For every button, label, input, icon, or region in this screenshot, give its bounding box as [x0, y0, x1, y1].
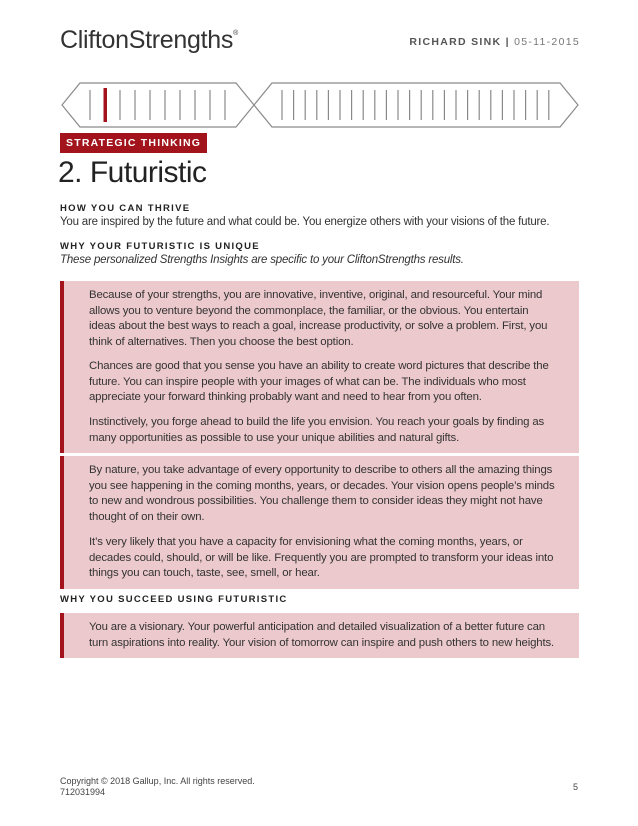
strip-tick: [179, 90, 180, 120]
report-owner: [409, 36, 580, 48]
cliftonstrengths-logo: [60, 26, 238, 55]
copyright-text: Copyright © 2018 Gallup, Inc. All rights reserved.: [60, 776, 255, 786]
strip-tick: [502, 90, 503, 120]
document-code: 712031994: [60, 787, 106, 797]
insight-box: Because of your strengths, you are innovative, inventive, original, and resourceful. Your mind allows you to venture beyond the commonplace, the familiar, or the obvious. You entertain ideas about the best ways to reach a goal, increase productivity, or solve a problem. First, you think of alternatives. Then you choose the best option.: [60, 281, 579, 357]
unique-heading: WHY YOUR FUTURISTIC IS UNIQUE: [60, 241, 260, 252]
strip-tick: [328, 90, 329, 120]
theme-title: 2. Futuristic: [58, 156, 207, 189]
strip-tick: [537, 90, 538, 120]
strip-tick: [164, 90, 165, 120]
strengths-ranking-strip: [60, 82, 580, 128]
strip-tick: [467, 90, 468, 120]
insight-box: It’s very likely that you have a capacity for envisioning what the coming months, years, or decades could, should, or will be like. Frequently you are prompted to transform your ideas into things you can touch, taste, see, smell, or hear.: [60, 528, 579, 589]
strip-tick: [119, 90, 120, 120]
strip-tick: [134, 90, 135, 120]
strip-tick: [421, 90, 422, 120]
strip-tick: [351, 90, 352, 120]
strip-tick: [409, 90, 410, 120]
strip-tick: [281, 90, 282, 120]
strip-tick: [305, 90, 306, 120]
strip-tick: [397, 90, 398, 120]
domain-tag: STRATEGIC THINKING: [60, 133, 207, 153]
person-name: RICHARD SINK: [409, 36, 502, 48]
report-date: 05-11-2015: [514, 36, 580, 48]
strip-tick: [293, 90, 294, 120]
logo-text: CliftonStrengths: [60, 26, 234, 54]
footer-copyright: [60, 776, 255, 798]
strip-tick: [339, 90, 340, 120]
strip-tick: [444, 90, 445, 120]
strip-tick: [209, 90, 210, 120]
strip-tick: [316, 90, 317, 120]
strip-tick: [548, 90, 549, 120]
strip-tick: [89, 90, 90, 120]
strip-tick: [490, 90, 491, 120]
strip-tick: [363, 90, 364, 120]
insight-box: Instinctively, you forge ahead to build the life you envision. You reach your goals by finding as many opportunities as possible to use your unique abilities and natural gifts.: [60, 408, 579, 453]
insight-box: By nature, you take advantage of every opportunity to describe to others all the amazing things you see happening in the coming months, years, or decades. Your vision opens people’s minds to new and wondrous possibilities. You challenge them to consider ideas they might not have thought of on their own.: [60, 456, 579, 532]
succeed-box: You are a visionary. Your powerful anticipation and detailed visualization of a better future can turn aspirations into reality. Your vision of tomorrow can inspire and push others to new heights.: [60, 613, 579, 658]
strip-tick: [149, 90, 150, 120]
strip-tick: [432, 90, 433, 120]
strip-right-segment: [254, 83, 578, 127]
strip-tick: [386, 90, 387, 120]
strip-tick-highlighted: [104, 88, 108, 122]
thrive-text: You are inspired by the future and what could be. You energize others with your visions of the future.: [60, 216, 550, 228]
registered-mark: ®: [233, 30, 238, 37]
insight-box: Chances are good that you sense you have an ability to create word pictures that describe the future. You can inspire people with your images of what can be. The individuals who most appreciate your forward thinking probably want and need to hear from you often.: [60, 352, 579, 413]
page-number: 5: [572, 782, 578, 792]
strip-tick: [525, 90, 526, 120]
strip-tick: [374, 90, 375, 120]
strip-tick: [194, 90, 195, 120]
strip-tick: [455, 90, 456, 120]
succeed-heading: WHY YOU SUCCEED USING FUTURISTIC: [60, 594, 288, 605]
strip-tick: [479, 90, 480, 120]
header-separator: |: [505, 36, 510, 48]
unique-subtitle: These personalized Strengths Insights are specific to your CliftonStrengths results.: [60, 254, 464, 266]
strip-tick: [513, 90, 514, 120]
thrive-heading: HOW YOU CAN THRIVE: [60, 203, 191, 214]
strip-tick: [224, 90, 225, 120]
